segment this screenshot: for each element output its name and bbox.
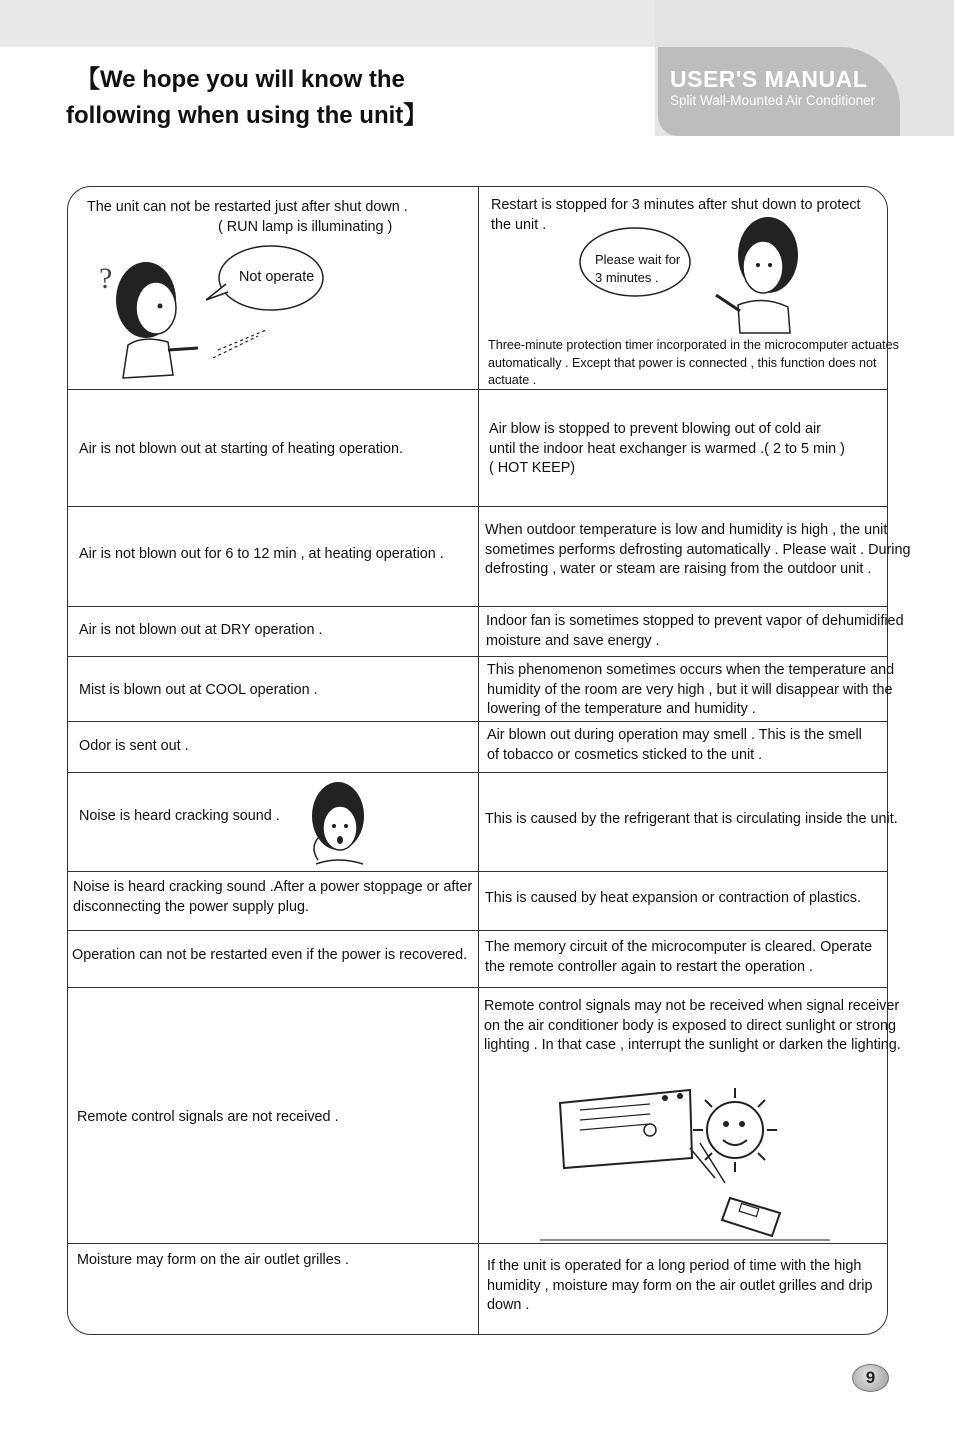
page-heading — [66, 62, 626, 134]
row-5-explanation: This phenomenon sometimes occurs when the temperature and humidity of the room are very high , but it will disappear with the lowering of the temperature and humidity . — [487, 662, 895, 717]
row-7-problem: Noise is heard cracking sound . — [79, 808, 280, 824]
heading-line-1: 【We hope you will know the — [76, 66, 405, 93]
row-3-problem: Air is not blown out for 6 to 12 min , at heating operation . — [79, 546, 444, 562]
row-6-explanation: Air blown out during operation may smell . This is the smell of tobacco or cosmetics sticked to the unit . — [487, 727, 862, 763]
row-1-explanation: Restart is stopped for 3 minutes after shut down to protect the unit . — [491, 197, 861, 233]
sunlight-air-conditioner-illustration — [540, 1068, 830, 1240]
row-divider — [68, 1243, 887, 1244]
row-divider — [68, 930, 887, 931]
wait-bubble-text: Please wait for 3 minutes . — [595, 252, 681, 285]
row-4-explanation: Indoor fan is sometimes stopped to prevent vapor of dehumidified moisture and save energy . — [486, 613, 904, 649]
row-1-problem: The unit can not be restarted just after shut down . ( RUN lamp is illuminating ) — [87, 199, 408, 235]
manual-subtitle: Split Wall-Mounted Air Conditioner — [670, 93, 876, 108]
row-10-explanation: Remote control signals may not be received when signal receiver on the air conditioner body is exposed to direct sunlight or strong lighting . In that case , interrupt the sunlight or darken the lighting. — [484, 998, 901, 1053]
row-divider — [68, 871, 887, 872]
row-9-problem: Operation can not be restarted even if the power is recovered. — [72, 947, 468, 963]
row-divider — [68, 772, 887, 773]
row-1-note: Three-minute protection timer incorporated in the microcomputer actuates automatically . Except that power is connected , this function does not actuate . — [488, 338, 899, 387]
row-divider — [68, 606, 887, 607]
row-11-problem: Moisture may form on the air outlet grilles . — [77, 1252, 349, 1268]
row-5-problem: Mist is blown out at COOL operation . — [79, 682, 318, 698]
girl-with-remote-illustration — [88, 240, 358, 385]
row-10-problem: Remote control signals are not received . — [77, 1109, 339, 1125]
manual-title: USER'S MANUAL — [670, 66, 868, 92]
row-6-problem: Odor is sent out . — [79, 738, 189, 754]
row-3-explanation: When outdoor temperature is low and humidity is high , the unit sometimes performs defrosting automatically . Please wait . During defrosting , water or steam are raising from the outdoor unit . — [485, 522, 911, 577]
row-2-explanation: Air blow is stopped to prevent blowing out of cold air until the indoor heat exchanger is warmed .( 2 to 5 min ) ( HOT KEEP) — [489, 421, 845, 476]
row-2-problem: Air is not blown out at starting of heating operation. — [79, 441, 403, 457]
row-8-explanation: This is caused by heat expansion or contraction of plastics. — [485, 890, 861, 906]
row-4-problem: Air is not blown out at DRY operation . — [79, 622, 323, 638]
row-8-problem: Noise is heard cracking sound .After a power stoppage or after disconnecting the power supply plug. — [73, 879, 473, 915]
not-operate-bubble-text: Not operate — [239, 269, 315, 285]
row-11-explanation: If the unit is operated for a long period of time with the high humidity , moisture may form on the air outlet grilles and drip down . — [487, 1258, 873, 1313]
page-number-badge: 9 — [852, 1364, 889, 1392]
row-divider — [68, 506, 887, 507]
svg-text:?: ? — [99, 262, 113, 295]
row-divider — [68, 987, 887, 988]
row-7-explanation: This is caused by the refrigerant that is circulating inside the unit. — [485, 811, 898, 827]
remote-control-icon — [722, 1198, 780, 1236]
heading-line-2: following when using the unit】 — [66, 102, 428, 129]
surprised-girl-illustration — [288, 778, 388, 870]
column-divider — [478, 187, 479, 1334]
row-divider — [68, 721, 887, 722]
row-9-explanation: The memory circuit of the microcomputer is cleared. Operate the remote controller again to restart the operation . — [485, 939, 873, 975]
sun-icon — [693, 1088, 777, 1172]
row-divider — [68, 656, 887, 657]
